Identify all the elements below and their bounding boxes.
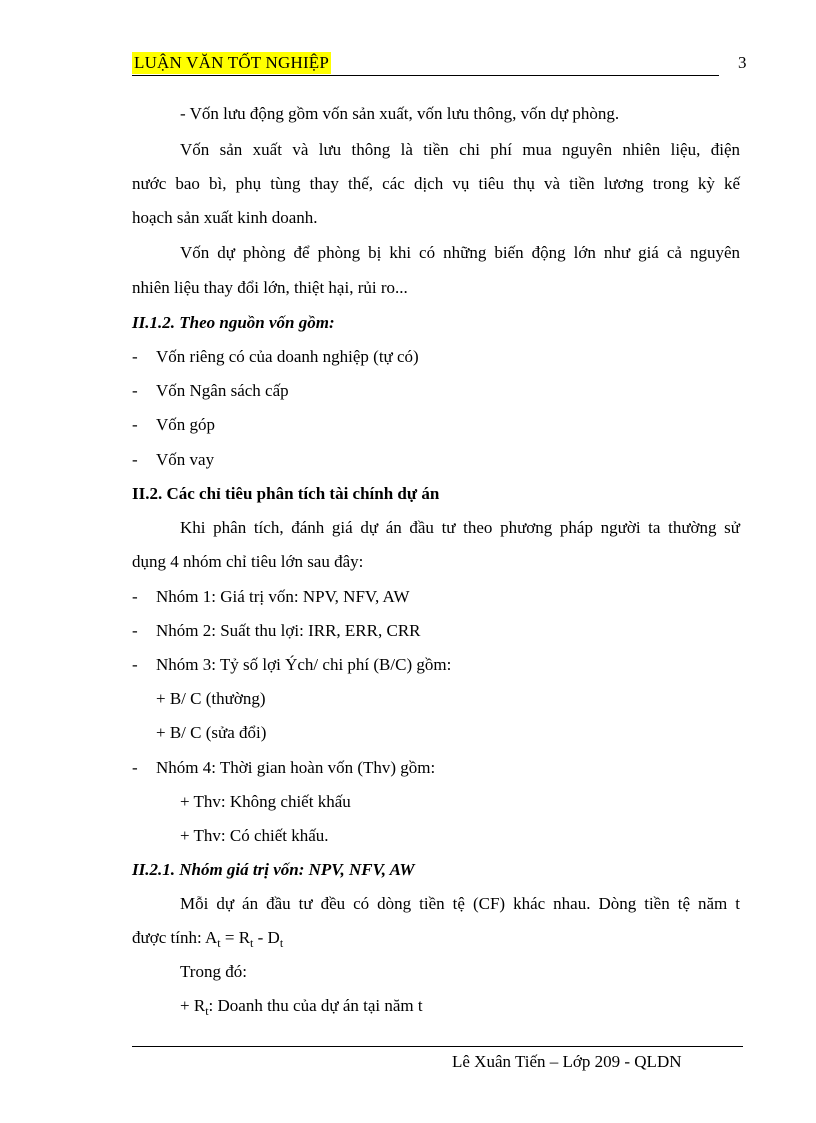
list-item: Vốn Ngân sách cấp	[156, 381, 289, 400]
section-heading-ii-2-1: II.2.1. Nhóm giá trị vốn: NPV, NFV, AW	[132, 860, 415, 879]
paragraph-line: dụng 4 nhóm chỉ tiêu lớn sau đây:	[132, 552, 364, 571]
paragraph-line: hoạch sản xuất kinh doanh.	[132, 208, 318, 227]
sub-list-item: + Thv: Không chiết khấu	[180, 792, 351, 811]
list-item: Vốn góp	[156, 415, 216, 434]
section-heading-ii-2: II.2. Các chỉ tiêu phân tích tài chính dự án	[132, 484, 440, 503]
paragraph-line: Mỗi dự án đầu tư đều có dòng tiền tệ (CF) khác nhau. Dòng tiền tệ năm t	[180, 894, 740, 913]
formula-line: được tính: $A_t = R_t - D_t$	[132, 928, 284, 950]
definition-line: + $R_t$: Doanh thu của dự án tại năm t	[180, 996, 423, 1018]
bullet-dash: -	[132, 381, 138, 400]
section-heading-ii-1-2: II.1.2. Theo nguồn vốn gồm:	[132, 313, 335, 332]
footer-author: Lê Xuân Tiến – Lớp 209 - QLDN	[452, 1052, 682, 1071]
paragraph-working-capital: - Vốn lưu động gồm vốn sản xuất, vốn lưu thông, vốn dự phòng.	[180, 104, 620, 123]
sub-list-item: + B/ C (sửa đổi)	[156, 723, 267, 742]
sub-list-item: + Thv: Có chiết khấu.	[180, 826, 329, 845]
paragraph-line: Trong đó:	[180, 962, 247, 981]
list-item: Nhóm 4: Thời gian hoàn vốn (Thv) gồm:	[156, 758, 436, 777]
paragraph-line: Vốn sản xuất và lưu thông là tiền chi phí mua nguyên nhiên liệu, điện	[180, 140, 740, 159]
bullet-dash: -	[132, 621, 138, 640]
list-item: Vốn vay	[156, 450, 215, 469]
bullet-dash: -	[132, 587, 138, 606]
list-item: Vốn riêng có của doanh nghiệp (tự có)	[156, 347, 419, 366]
bullet-dash: -	[132, 347, 138, 366]
list-item: Nhóm 1: Giá trị vốn: NPV, NFV, AW	[156, 587, 410, 606]
bullet-dash: -	[132, 758, 138, 777]
paragraph-line: Khi phân tích, đánh giá dự án đầu tư theo phương pháp người ta thường sử	[180, 518, 740, 537]
list-item: Nhóm 3: Tỷ số lợi Ých/ chi phí (B/C) gồm:	[156, 655, 452, 674]
bullet-dash: -	[132, 415, 138, 434]
sub-list-item: + B/ C (thường)	[156, 689, 266, 708]
footer-rule	[132, 1046, 743, 1047]
bullet-dash: -	[132, 655, 138, 674]
running-header-title: LUẬN VĂN TỐT NGHIỆP	[134, 53, 330, 72]
paragraph-line: Vốn dự phòng để phòng bị khi có những biến động lớn như giá cả nguyên	[180, 243, 740, 262]
paragraph-line: nhiên liệu thay đổi lớn, thiệt hại, rủi ro...	[132, 278, 408, 297]
list-item: Nhóm 2: Suất thu lợi: IRR, ERR, CRR	[156, 621, 421, 640]
paragraph-line: nước bao bì, phụ tùng thay thế, các dịch vụ tiêu thụ và tiền lương trong kỳ kế	[132, 174, 740, 193]
header-rule	[132, 75, 719, 76]
page-number: 3	[738, 53, 747, 72]
bullet-dash: -	[132, 450, 138, 469]
